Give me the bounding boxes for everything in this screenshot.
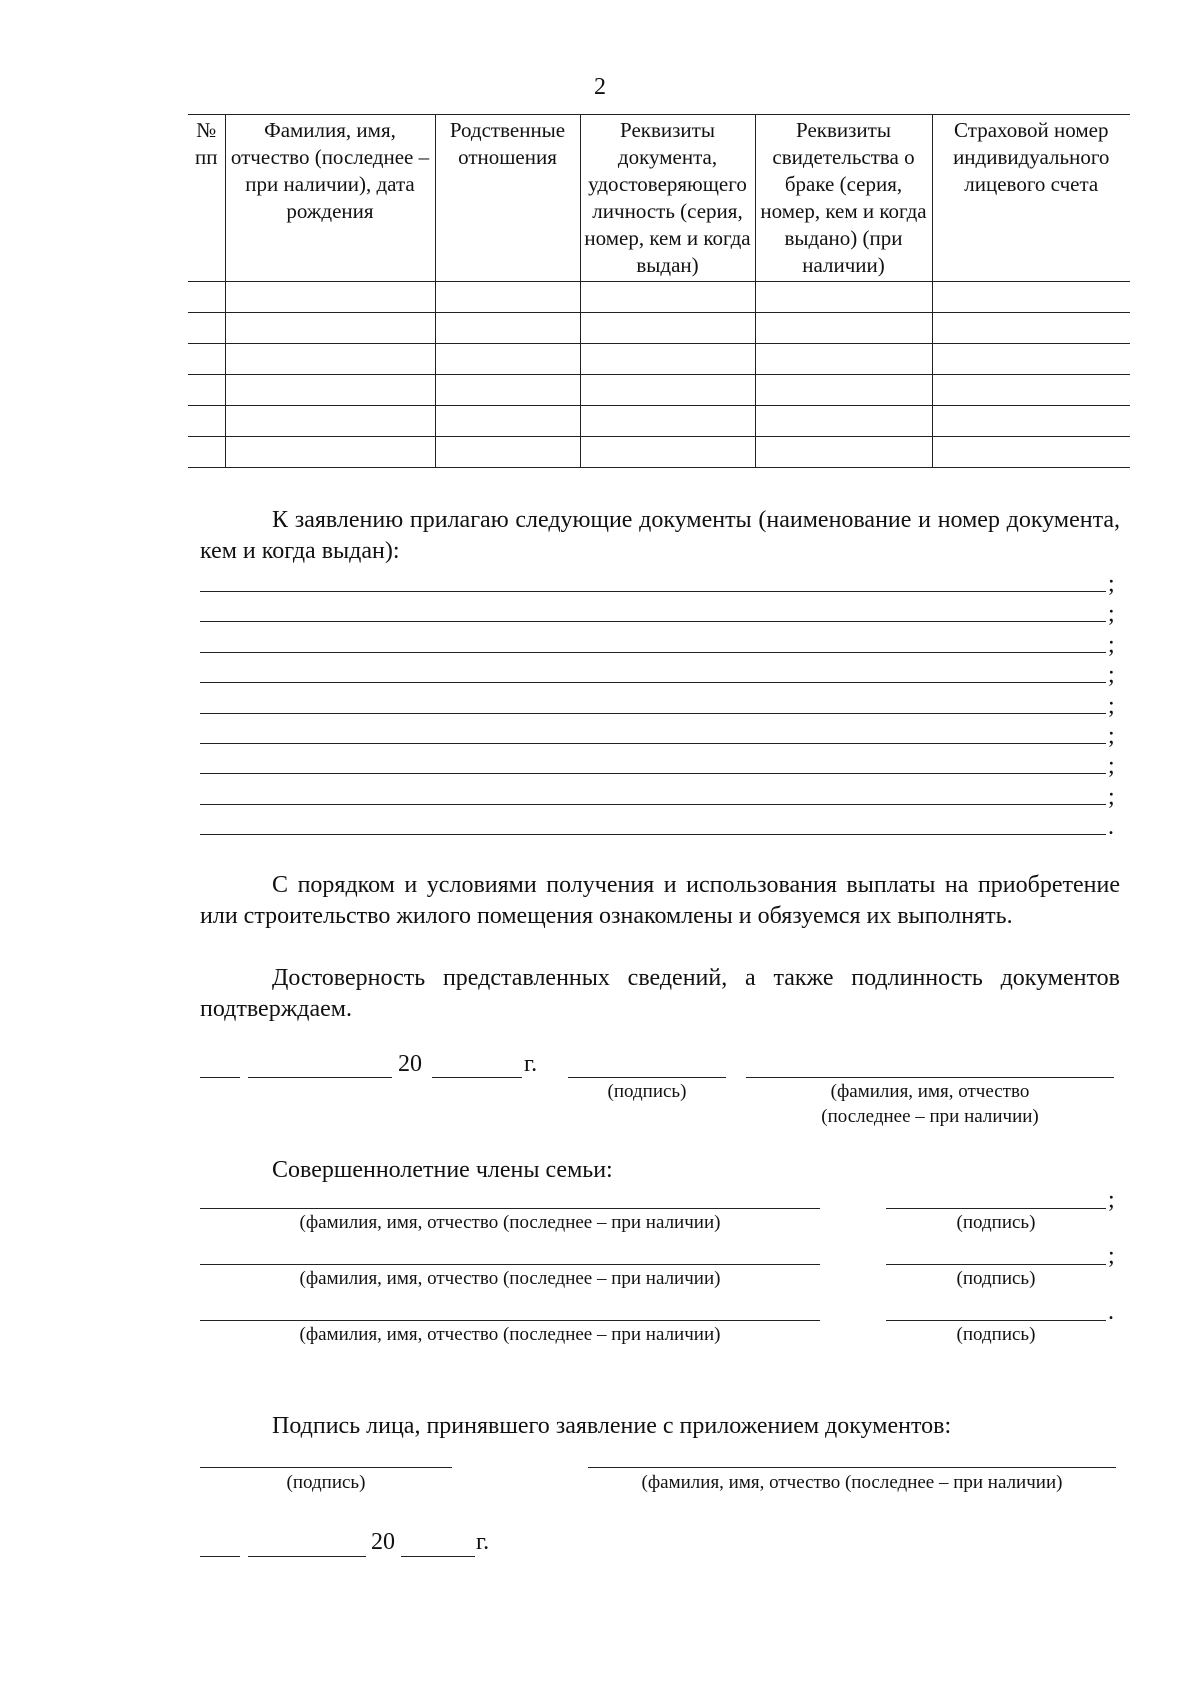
table-cell[interactable]	[435, 313, 580, 344]
year-prefix: 20	[398, 1051, 422, 1077]
table-cell[interactable]	[225, 375, 435, 406]
month-line[interactable]	[248, 1077, 392, 1078]
attachment-line-punctuation: ;	[1108, 723, 1115, 749]
family-members-table	[188, 114, 1130, 468]
adult-members-title: Совершеннолетние члены семьи:	[272, 1157, 613, 1183]
table-cell[interactable]	[225, 437, 435, 468]
table-cell[interactable]	[188, 313, 225, 344]
table-cell[interactable]	[932, 437, 1130, 468]
final-year-suffix: г.	[476, 1529, 490, 1555]
member-name-caption: (фамилия, имя, отчество (последнее – при наличии)	[299, 1268, 721, 1289]
member-row-punctuation: ;	[1108, 1243, 1115, 1269]
table-cell[interactable]	[188, 344, 225, 375]
table-cell[interactable]	[755, 375, 932, 406]
header-marriage-certificate: Реквизиты свидетельства о браке (серия, номер, кем и когда выдано) (при наличии)	[755, 115, 932, 282]
final-year-line[interactable]	[401, 1556, 475, 1557]
table-cell[interactable]	[580, 344, 755, 375]
member-signature-line[interactable]	[886, 1208, 1106, 1209]
table-row	[188, 375, 1130, 406]
member-name-line[interactable]	[200, 1320, 820, 1321]
attachment-line-punctuation: ;	[1108, 753, 1115, 780]
page-number: 2	[594, 74, 606, 100]
table-cell[interactable]	[435, 437, 580, 468]
member-name-line[interactable]	[200, 1264, 820, 1265]
receiver-name-line[interactable]	[588, 1467, 1116, 1468]
table-cell[interactable]	[435, 344, 580, 375]
final-year-prefix: 20	[371, 1529, 395, 1555]
member-signature-caption: (подпись)	[956, 1212, 1036, 1233]
member-name-line[interactable]	[200, 1208, 820, 1209]
member-signature-line[interactable]	[886, 1320, 1106, 1321]
attachment-line-punctuation: ;	[1108, 601, 1115, 628]
table-cell[interactable]	[932, 313, 1130, 344]
attachment-line[interactable]	[200, 713, 1106, 714]
member-signature-caption: (подпись)	[956, 1268, 1036, 1289]
table-cell[interactable]	[225, 344, 435, 375]
member-signature-line[interactable]	[886, 1264, 1106, 1265]
table-cell[interactable]	[435, 375, 580, 406]
final-month-line[interactable]	[248, 1556, 366, 1557]
table-cell[interactable]	[755, 313, 932, 344]
table-cell[interactable]	[188, 282, 225, 313]
attachment-line[interactable]	[200, 591, 1106, 592]
attachment-line-punctuation: ;	[1108, 662, 1115, 689]
year-line[interactable]	[432, 1077, 522, 1078]
table-cell[interactable]	[225, 282, 435, 313]
attachment-line-punctuation: ;	[1108, 631, 1115, 658]
header-number: № пп	[188, 115, 225, 282]
attachment-line[interactable]	[200, 743, 1106, 744]
confirm-paragraph: Достоверность представленных сведений, а также подлинность документов подтверждаем.	[200, 965, 1120, 1022]
receiver-name-caption: (фамилия, имя, отчество (последнее – при наличии)	[641, 1472, 1063, 1493]
attachment-line[interactable]	[200, 621, 1106, 622]
attachment-line[interactable]	[200, 652, 1106, 653]
header-full-name: Фамилия, имя, отчество (последнее – при наличии), дата рождения	[225, 115, 435, 282]
table-cell[interactable]	[580, 313, 755, 344]
table-cell[interactable]	[755, 437, 932, 468]
table-cell[interactable]	[580, 375, 755, 406]
attachment-line-punctuation: ;	[1108, 783, 1115, 810]
attachment-line-punctuation: ;	[1108, 571, 1115, 597]
table-row	[188, 344, 1130, 375]
table-row	[188, 437, 1130, 468]
attachment-line-punctuation: .	[1108, 814, 1114, 841]
attachment-line[interactable]	[200, 804, 1106, 805]
table-row	[188, 313, 1130, 344]
table-header-row	[188, 115, 1130, 282]
attachments-intro: К заявлению прилагаю следующие документы (наименование и номер документа, кем и когда выдан):	[200, 507, 1120, 564]
table-cell[interactable]	[932, 406, 1130, 437]
applicant-name-caption-2: (последнее – при наличии)	[821, 1106, 1039, 1127]
table-cell[interactable]	[188, 437, 225, 468]
member-name-caption: (фамилия, имя, отчество (последнее – при наличии)	[299, 1324, 721, 1345]
header-snils: Страховой номер индивидуального лицевого счета	[932, 115, 1130, 282]
applicant-signature-caption: (подпись)	[607, 1081, 687, 1102]
table-cell[interactable]	[580, 282, 755, 313]
year-suffix: г.	[524, 1051, 538, 1077]
member-row-punctuation: .	[1108, 1299, 1114, 1325]
receiver-title: Подпись лица, принявшего заявление с приложением документов:	[272, 1413, 952, 1439]
table-cell[interactable]	[435, 282, 580, 313]
receiver-signature-line[interactable]	[200, 1467, 452, 1468]
table-cell[interactable]	[932, 375, 1130, 406]
attachment-line[interactable]	[200, 682, 1106, 683]
table-cell[interactable]	[580, 406, 755, 437]
attachment-line[interactable]	[200, 773, 1106, 774]
applicant-name-caption-1: (фамилия, имя, отчество	[830, 1081, 1030, 1102]
table-cell[interactable]	[755, 282, 932, 313]
table-cell[interactable]	[932, 282, 1130, 313]
table-row	[188, 406, 1130, 437]
table-row	[188, 282, 1130, 313]
applicant-name-line[interactable]	[746, 1077, 1114, 1078]
receiver-signature-caption: (подпись)	[286, 1472, 366, 1493]
header-relationship: Родственные отношения	[435, 115, 580, 282]
table-cell[interactable]	[188, 406, 225, 437]
table-cell[interactable]	[755, 344, 932, 375]
final-day-line[interactable]	[200, 1556, 240, 1557]
table-cell[interactable]	[755, 406, 932, 437]
terms-paragraph: С порядком и условиями получения и использования выплаты на приобретение или строительство жилого помещения ознакомлены и обязуемся их выполнять.	[200, 872, 1120, 929]
applicant-signature-line[interactable]	[568, 1077, 726, 1078]
member-name-caption: (фамилия, имя, отчество (последнее – при наличии)	[299, 1212, 721, 1233]
table-cell[interactable]	[225, 313, 435, 344]
member-row-punctuation: ;	[1108, 1187, 1115, 1213]
table-cell[interactable]	[225, 406, 435, 437]
table-cell[interactable]	[435, 406, 580, 437]
table-cell[interactable]	[932, 344, 1130, 375]
table-cell[interactable]	[580, 437, 755, 468]
attachment-line-punctuation: ;	[1108, 692, 1115, 719]
header-id-document: Реквизиты документа, удостоверяющего личность (серия, номер, кем и когда выдан)	[580, 115, 755, 282]
attachment-line[interactable]	[200, 834, 1106, 835]
member-signature-caption: (подпись)	[956, 1324, 1036, 1345]
table-cell[interactable]	[188, 375, 225, 406]
day-line[interactable]	[200, 1077, 240, 1078]
